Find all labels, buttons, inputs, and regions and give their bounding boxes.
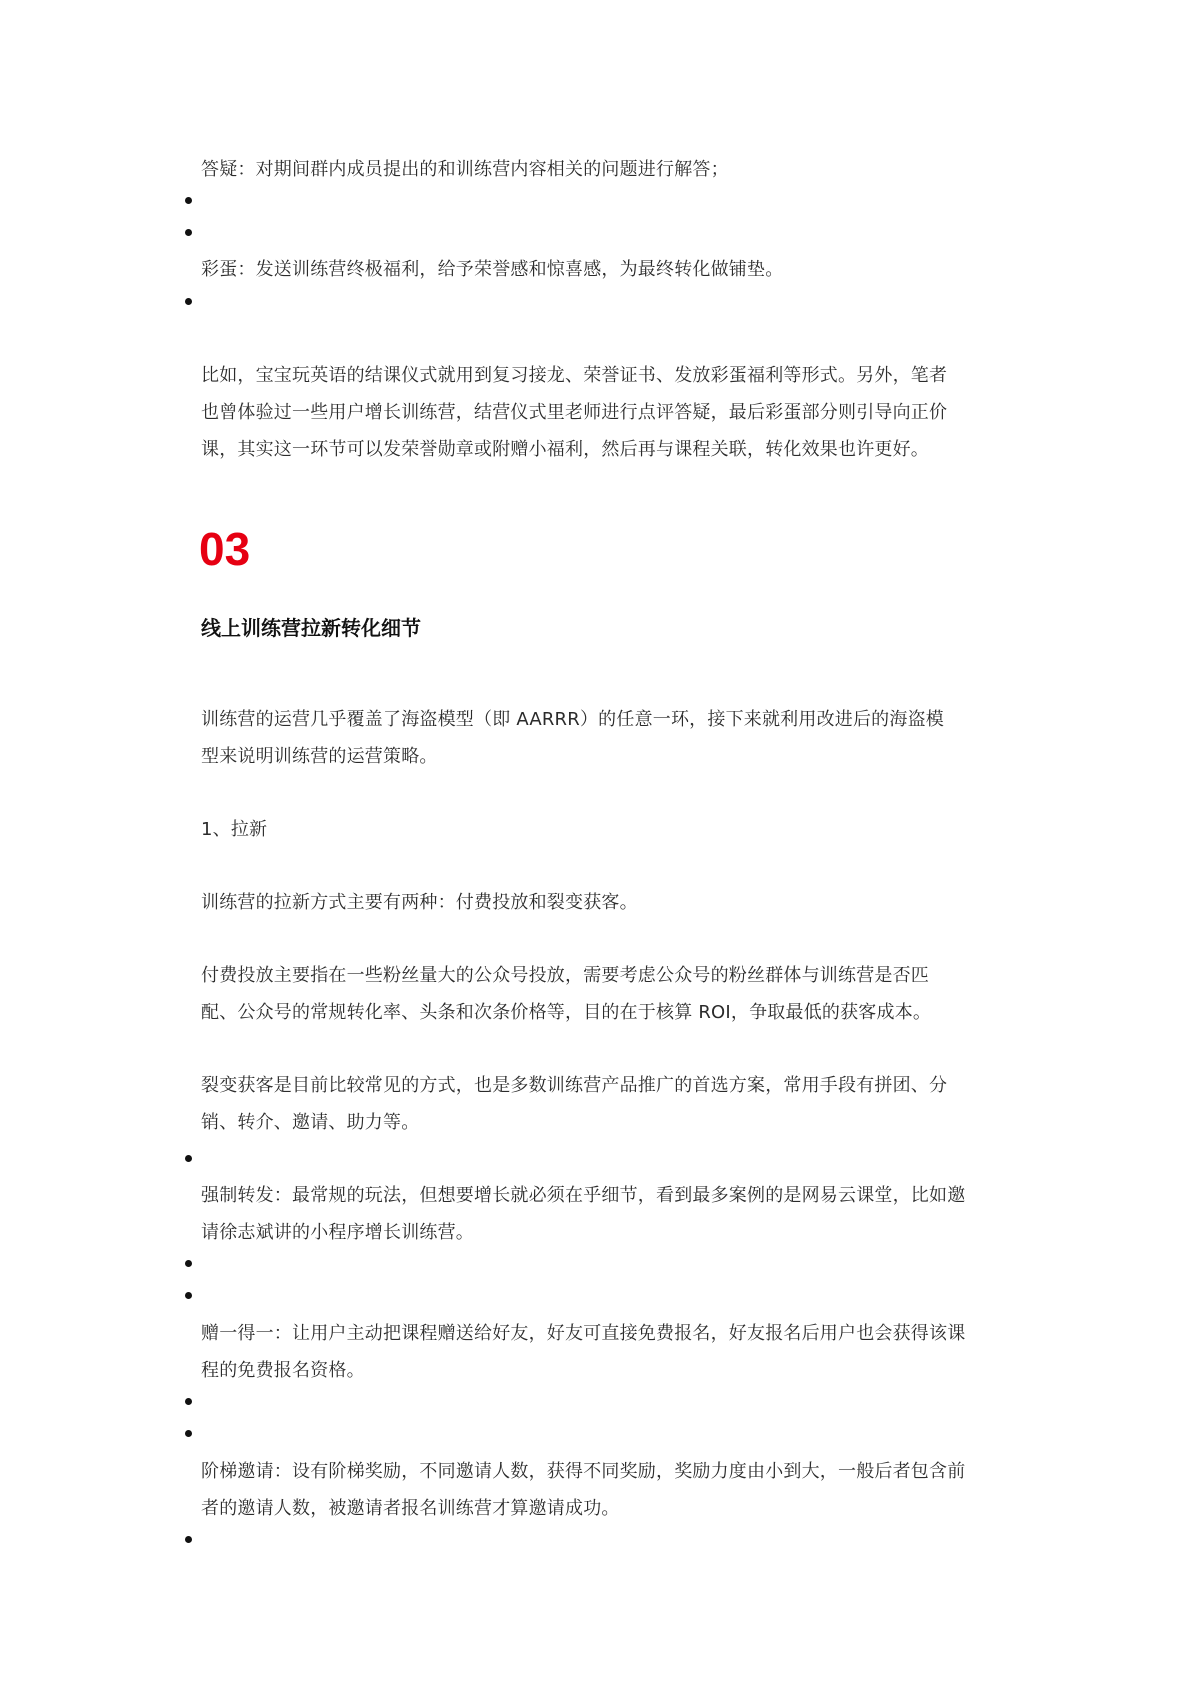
bullet — [185, 229, 192, 236]
viral-paragraph-line: 销、转介、邀请、助力等。 — [201, 1112, 420, 1133]
forced-share-item-line: 强制转发：最常规的玩法，但想要增长就必须在乎细节，看到最多案例的是网易云课堂，比如邀 — [201, 1185, 966, 1206]
methods-paragraph: 训练营的拉新方式主要有两种：付费投放和裂变获客。 — [201, 892, 638, 913]
example-paragraph-line: 课，其实这一环节可以发荣誉勋章或附赠小福利，然后再与课程关联，转化效果也许更好。 — [201, 439, 929, 460]
bullet — [185, 298, 192, 305]
tiered-item-line: 者的邀请人数，被邀请者报名训练营才算邀请成功。 — [201, 1498, 620, 1519]
bullet — [185, 1260, 192, 1267]
paid-paragraph-line: 配、公众号的常规转化率、头条和次条价格等，目的在于核算 ROI，争取最低的获客成本。 — [201, 1002, 932, 1023]
gift-one-item-line: 程的免费报名资格。 — [201, 1360, 365, 1381]
forced-share-item-line: 请徐志斌讲的小程序增长训练营。 — [201, 1222, 474, 1243]
viral-paragraph-line: 裂变获客是目前比较常见的方式，也是多数训练营产品推广的首选方案，常用手段有拼团、分 — [201, 1075, 948, 1096]
section-title: 线上训练营拉新转化细节 — [201, 616, 421, 640]
example-paragraph-line: 比如，宝宝玩英语的结课仪式就用到复习接龙、荣誉证书、发放彩蛋福利等形式。另外，笔者 — [201, 365, 948, 386]
section-intro-line: 型来说明训练营的运营策略。 — [201, 746, 438, 767]
paid-paragraph-line: 付费投放主要指在一些粉丝量大的公众号投放，需要考虑公众号的粉丝群体与训练营是否匹 — [201, 965, 929, 986]
subheading-acquisition: 1、拉新 — [201, 819, 268, 840]
bullet — [185, 1398, 192, 1405]
example-paragraph-line: 也曾体验过一些用户增长训练营，结营仪式里老师进行点评答疑，最后彩蛋部分则引导向正价 — [201, 402, 948, 423]
tiered-item-line: 阶梯邀请：设有阶梯奖励，不同邀请人数，获得不同奖励，奖励力度由小到大，一般后者包含前 — [201, 1461, 966, 1482]
bullet — [185, 1430, 192, 1437]
section-intro-line: 训练营的运营几乎覆盖了海盗模型（即 AARRR）的任意一环，接下来就利用改进后的海盗模 — [201, 709, 944, 730]
qa-item-text: 答疑：对期间群内成员提出的和训练营内容相关的问题进行解答； — [201, 159, 729, 180]
section-number: 03 — [199, 523, 251, 575]
bullet — [185, 197, 192, 204]
bullet — [185, 1155, 192, 1162]
gift-one-item-line: 赠一得一：让用户主动把课程赠送给好友，好友可直接免费报名，好友报名后用户也会获得该课 — [201, 1323, 966, 1344]
easter-egg-item-text: 彩蛋：发送训练营终极福利，给予荣誉感和惊喜感，为最终转化做铺垫。 — [201, 259, 784, 280]
bullet — [185, 1292, 192, 1299]
bullet — [185, 1536, 192, 1543]
